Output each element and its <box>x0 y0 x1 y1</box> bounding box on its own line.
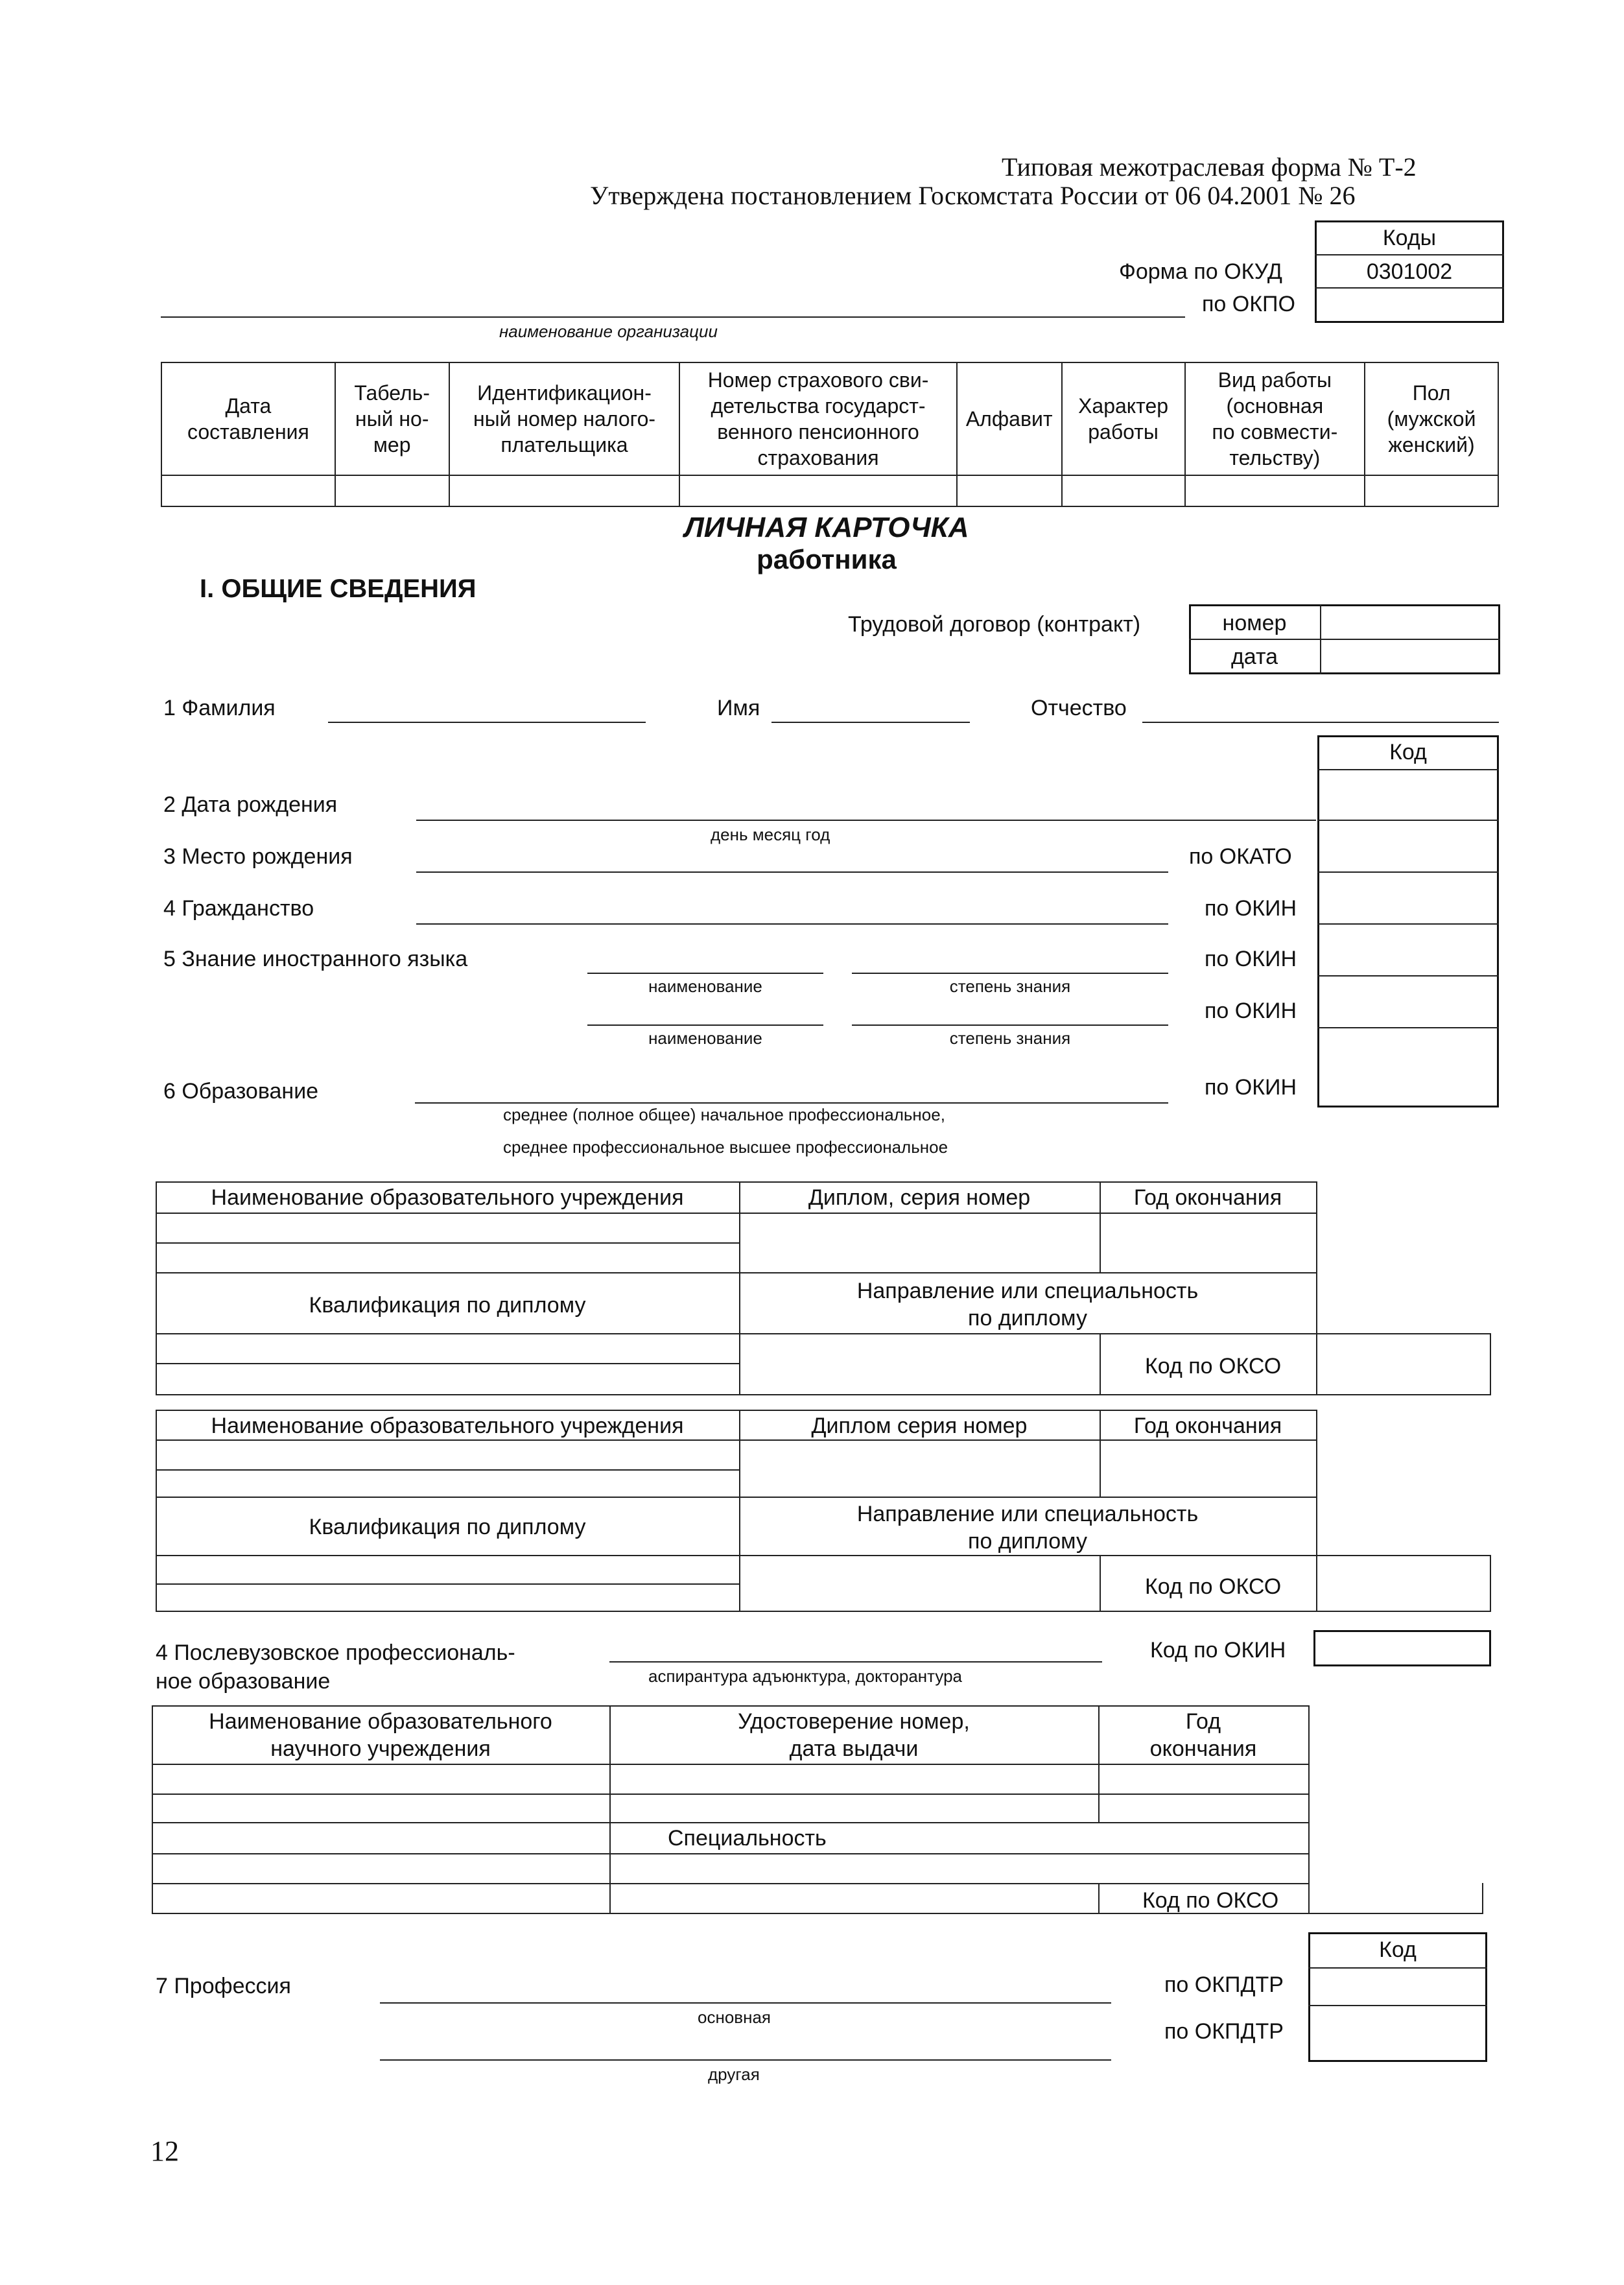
birth-date-caption: день месяц год <box>711 825 830 844</box>
cell-inn[interactable] <box>449 475 680 506</box>
language1-name-input[interactable] <box>587 973 823 974</box>
education-caption-1: среднее (полное общее) начальное профессиональное, <box>503 1105 945 1124</box>
okato-label: по ОКАТО <box>1189 844 1292 869</box>
diploma-input-2[interactable] <box>742 1442 1098 1495</box>
col-work-kind: Вид работы (основная по совмести- тельству) <box>1185 362 1365 475</box>
okpdtr-label-1: по ОКПДТР <box>1164 1972 1284 1997</box>
specialty-input-2[interactable] <box>742 1557 1098 1609</box>
page-number: 12 <box>150 2135 179 2167</box>
qualification-input-1[interactable] <box>158 1336 738 1362</box>
qualification-input-2[interactable] <box>158 1557 738 1582</box>
institution-header-2: Наименование образовательного учреждения <box>211 1414 684 1438</box>
language-okin-label: по ОКИН <box>1205 947 1297 971</box>
section-heading: I. ОБЩИЕ СВЕДЕНИЯ <box>200 574 477 603</box>
citizenship-label: 4 Гражданство <box>163 896 314 921</box>
cell-gender[interactable] <box>1365 475 1498 506</box>
cell-date[interactable] <box>161 475 335 506</box>
birth-date-label: 2 Дата рождения <box>163 792 338 817</box>
cell-work-kind[interactable] <box>1185 475 1365 506</box>
language1-degree-caption: степень знания <box>949 977 1071 996</box>
postgrad-okso-input[interactable] <box>1311 1886 1481 1912</box>
postgrad-certificate-header-b: дата выдачи <box>789 1736 919 1761</box>
education-label: 6 Образование <box>163 1079 319 1104</box>
postgrad-label-1: 4 Послевузовское профессиональ- <box>156 1640 515 1665</box>
postgrad-okso-label: Код по ОКСО <box>1142 1888 1279 1913</box>
profession-label: 7 Профессия <box>156 1974 291 1998</box>
profession-main-input[interactable] <box>380 2002 1111 2004</box>
col-work-type: Характер работы <box>1062 362 1185 475</box>
education-input[interactable] <box>415 1102 1168 1104</box>
okso-input-1[interactable] <box>1319 1336 1489 1393</box>
specialty-header-2: Направление или специальность <box>856 1502 1199 1526</box>
specialty-header-2b: по диплому <box>968 1529 1087 1554</box>
patronymic-input[interactable] <box>1142 722 1499 723</box>
col-snils: Номер страхового сви- детельства государст- венного пенсионного страхования <box>679 362 956 475</box>
cell-snils[interactable] <box>679 475 956 506</box>
profession-other-input[interactable] <box>380 2059 1111 2061</box>
postgrad-okin-input[interactable] <box>1313 1630 1491 1666</box>
patronymic-label: Отчество <box>1031 696 1127 720</box>
codes-title: Коды <box>1382 226 1437 250</box>
profession-main-caption: основная <box>698 2007 771 2027</box>
birth-place-input[interactable] <box>416 871 1168 873</box>
qualification-header-1: Квалификация по диплому <box>309 1293 586 1318</box>
education-caption-2: среднее профессиональное высшее профессиональное <box>503 1137 948 1157</box>
postgrad-year-header: Год <box>1185 1709 1221 1734</box>
okso-input-2[interactable] <box>1319 1557 1489 1609</box>
col-gender: Пол (мужской женский) <box>1365 362 1498 475</box>
institution-input-2[interactable] <box>158 1442 738 1468</box>
postgrad-specialty-input[interactable] <box>612 1856 1307 1882</box>
okud-label: Форма по ОКУД <box>1119 259 1282 284</box>
postgrad-okin-label: Код по ОКИН <box>1150 1638 1286 1663</box>
header-table <box>161 362 1499 507</box>
okso-label-2: Код по ОКСО <box>1145 1574 1282 1599</box>
citizenship-okin-label: по ОКИН <box>1205 896 1297 921</box>
col-tab-number: Табель- ный но- мер <box>335 362 449 475</box>
year-input-1[interactable] <box>1102 1215 1315 1271</box>
profession-code-title: Код <box>1379 1937 1417 1962</box>
specialty-header-1: Направление или специальность <box>856 1279 1199 1303</box>
org-name-line[interactable] <box>161 316 1185 318</box>
col-inn: Идентификацион- ный номер налого- плательщика <box>449 362 680 475</box>
personal-code-box <box>1317 735 1499 1107</box>
form-type-line: Типовая межотраслевая форма № Т-2 <box>1002 152 1417 182</box>
qualification-header-2: Квалификация по диплому <box>309 1515 586 1539</box>
contract-number-input[interactable] <box>1323 607 1498 637</box>
surname-input[interactable] <box>328 722 646 723</box>
profession-other-caption: другая <box>708 2065 760 2084</box>
contract-date-input[interactable] <box>1323 641 1498 671</box>
postgrad-certificate-header: Удостоверение номер, <box>738 1709 970 1734</box>
okpo-input[interactable] <box>1317 290 1501 321</box>
diploma-input-1[interactable] <box>742 1215 1098 1271</box>
birth-date-input[interactable] <box>416 820 1316 821</box>
okpdtr-label-2: по ОКПДТР <box>1164 2019 1284 2044</box>
language2-okin-label: по ОКИН <box>1205 999 1297 1023</box>
col-date: Дата составления <box>161 362 335 475</box>
birth-place-label: 3 Место рождения <box>163 844 353 869</box>
card-subtitle: работника <box>757 544 897 574</box>
postgrad-input[interactable] <box>609 1661 1102 1663</box>
citizenship-input[interactable] <box>416 923 1168 925</box>
name-input[interactable] <box>771 722 970 723</box>
org-caption: наименование организации <box>499 322 718 341</box>
postgrad-label-2: ное образование <box>156 1669 331 1694</box>
postgrad-certificate-input[interactable] <box>612 1766 1097 1821</box>
language-label: 5 Знание иностранного языка <box>163 947 468 971</box>
language2-degree-input[interactable] <box>852 1024 1168 1026</box>
okso-label-1: Код по ОКСО <box>1145 1354 1282 1379</box>
card-title: ЛИЧНАЯ КАРТОЧКА <box>684 512 969 543</box>
okud-value: 0301002 <box>1366 259 1453 284</box>
postgrad-year-input[interactable] <box>1101 1766 1307 1821</box>
year-input-2[interactable] <box>1102 1442 1315 1495</box>
contract-number-label: номер <box>1222 611 1287 635</box>
col-alphabet: Алфавит <box>957 362 1062 475</box>
diploma-header-2: Диплом серия номер <box>811 1414 1028 1438</box>
contract-label: Трудовой договор (контракт) <box>848 612 1141 637</box>
okpo-label: по ОКПО <box>1202 292 1295 316</box>
language2-degree-caption: степень знания <box>949 1028 1071 1048</box>
approval-line: Утверждена постановлением Госкомстата России от 06 04.2001 № 26 <box>590 181 1356 210</box>
postgrad-year-header-b: окончания <box>1149 1736 1257 1761</box>
specialty-input-1[interactable] <box>742 1336 1098 1393</box>
language2-name-caption: наименование <box>648 1028 762 1048</box>
personal-code-title: Код <box>1389 740 1427 764</box>
specialty-header-1b: по диплому <box>968 1306 1087 1331</box>
year-header-2: Год окончания <box>1133 1414 1282 1438</box>
contract-date-label: дата <box>1230 645 1278 669</box>
language1-degree-input[interactable] <box>852 973 1168 974</box>
institution-input-1[interactable] <box>158 1215 738 1241</box>
postgrad-institution-header: Наименование образовательного <box>209 1709 552 1734</box>
diploma-header-1: Диплом, серия номер <box>808 1185 1031 1210</box>
institution-header-1: Наименование образовательного учреждения <box>211 1185 684 1210</box>
year-header-1: Год окончания <box>1133 1185 1282 1210</box>
surname-label: 1 Фамилия <box>163 696 276 720</box>
cell-alphabet[interactable] <box>957 475 1062 506</box>
cell-tab-number[interactable] <box>335 475 449 506</box>
language2-name-input[interactable] <box>587 1024 823 1026</box>
cell-work-type[interactable] <box>1062 475 1185 506</box>
postgrad-caption: аспирантура адъюнктура, докторантура <box>648 1666 962 1686</box>
name-label: Имя <box>717 696 760 720</box>
postgrad-institution-header-b: научного учреждения <box>270 1736 491 1761</box>
postgrad-specialty-header: Специальность <box>668 1826 827 1851</box>
education-okin-label: по ОКИН <box>1205 1075 1297 1100</box>
postgrad-institution-input[interactable] <box>154 1766 608 1821</box>
language1-name-caption: наименование <box>648 977 762 996</box>
